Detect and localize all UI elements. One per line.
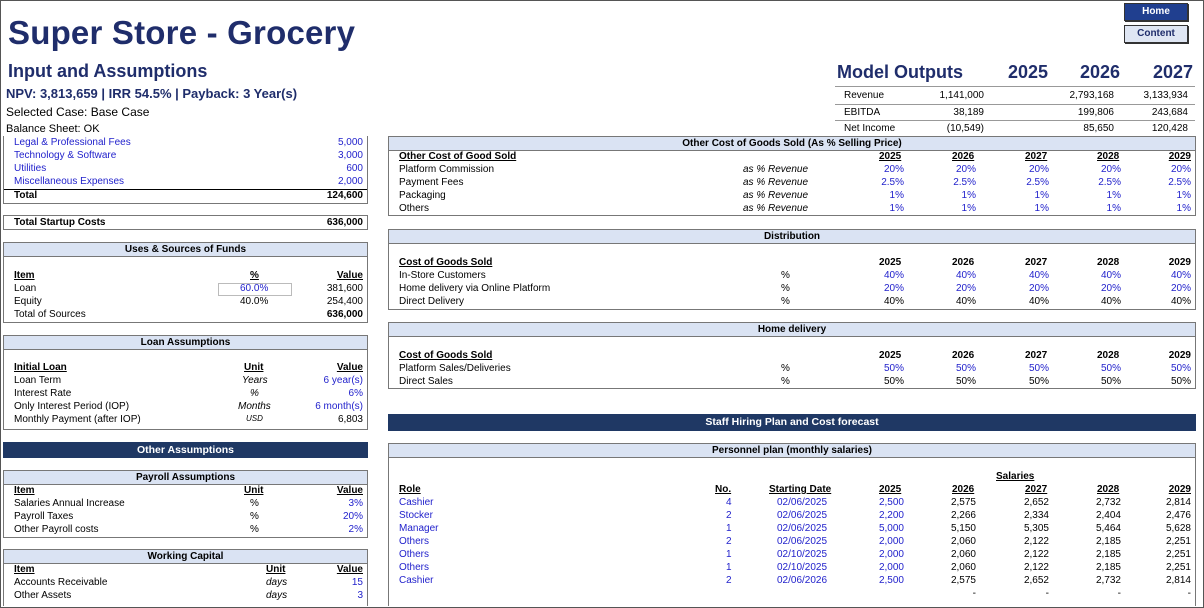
cell-value: Item <box>14 270 35 281</box>
cell-value: Total Startup Costs <box>14 217 106 228</box>
cell-value[interactable]: 1% <box>961 190 976 201</box>
cell-value[interactable]: 1% <box>1176 190 1191 201</box>
cell-value[interactable]: Cashier <box>399 575 434 586</box>
cell-value: No. <box>715 484 732 495</box>
page-title: Super Store - Grocery <box>8 14 356 51</box>
cell-value: 2028 <box>1097 151 1120 162</box>
cell-value: 40% <box>955 296 976 307</box>
cell-value: 2,404 <box>1095 510 1121 521</box>
cell-value: Home delivery via Online Platform <box>399 283 551 294</box>
section-header: Working Capital <box>4 550 367 564</box>
cell-value: Direct Delivery <box>399 296 465 307</box>
table-row <box>4 401 367 414</box>
page-subtitle: Input and Assumptions <box>8 61 208 81</box>
total-startup-costs-row <box>3 215 368 230</box>
npv-summary: NPV: 3,813,659 | IRR 54.5% | Payback: 3 Year(s) <box>6 86 298 101</box>
cell-value[interactable]: 1% <box>1176 203 1191 214</box>
cell-value: 2028 <box>1097 350 1120 361</box>
table-row <box>4 296 367 309</box>
cell-value: 2,251 <box>1165 549 1191 560</box>
cell-value[interactable]: 50% <box>1028 363 1049 374</box>
cell-value[interactable]: 20% <box>1100 283 1121 294</box>
payroll-assumptions-table <box>3 470 368 538</box>
cell-value: Value <box>336 270 363 281</box>
cell-value[interactable]: 1% <box>1034 190 1049 201</box>
table-row <box>389 363 1195 376</box>
cell-value[interactable]: 1% <box>1106 203 1121 214</box>
cell-value[interactable]: 3,000 <box>337 150 363 161</box>
table-row <box>4 283 367 296</box>
cell-value[interactable]: 2 <box>726 536 732 547</box>
cell-value: 381,600 <box>326 283 363 294</box>
cell-value[interactable]: Others <box>399 562 430 573</box>
cell-value: Total of Sources <box>14 309 86 320</box>
table-row <box>389 283 1195 296</box>
cell-value[interactable]: 2,500 <box>878 497 904 508</box>
table-row <box>389 588 1195 601</box>
cell-value: 38,189 <box>953 107 984 118</box>
cell-value: (10,549) <box>946 123 984 134</box>
cell-value[interactable]: 1% <box>1034 203 1049 214</box>
cell-value[interactable]: 20% <box>1170 164 1191 175</box>
cell-value: Loan <box>14 283 37 294</box>
cell-value: 40% <box>883 296 904 307</box>
cell-value: 124,600 <box>326 190 363 201</box>
cell-value: Other Payroll costs <box>14 524 99 535</box>
cell-value: 2,185 <box>1095 562 1121 573</box>
cell-value: 2029 <box>1168 151 1191 162</box>
cell-value[interactable]: 02/06/2025 <box>777 510 828 521</box>
cell-value[interactable]: 2,000 <box>878 536 904 547</box>
other-cogs-table <box>388 136 1196 216</box>
cell-value[interactable]: 20% <box>1028 283 1049 294</box>
cell-value: 2,476 <box>1165 510 1191 521</box>
cell-value: 2,575 <box>950 497 976 508</box>
cell-value: 2026 <box>952 151 975 162</box>
model-outputs-year: 2027 <box>1152 62 1193 82</box>
cell-value[interactable]: 2.5% <box>1168 177 1191 188</box>
table-row <box>4 388 367 401</box>
cell-value[interactable]: 2.5% <box>1098 177 1121 188</box>
table-row <box>4 524 367 537</box>
startup-costs-table <box>3 136 368 204</box>
cell-value[interactable]: 2.5% <box>881 177 904 188</box>
table-row <box>389 575 1195 588</box>
cell-value: Packaging <box>399 190 446 201</box>
cell-value: 2,060 <box>950 549 976 560</box>
cell-value: 2,266 <box>950 510 976 521</box>
divider <box>835 86 1195 87</box>
cell-value: Starting Date <box>769 484 832 495</box>
table-header-row <box>4 564 367 577</box>
cell-value[interactable]: 40% <box>955 270 976 281</box>
cell-value[interactable]: Others <box>399 536 430 547</box>
cell-value: Years <box>242 375 268 386</box>
personnel-plan-table <box>388 443 1196 606</box>
cell-value: 199,806 <box>1077 107 1114 118</box>
cell-value: USD <box>246 414 263 423</box>
cell-value: Salaries <box>996 471 1035 482</box>
table-row <box>4 498 367 511</box>
cell-value[interactable]: 2,000 <box>337 176 363 187</box>
cell-value[interactable]: 6% <box>348 388 363 399</box>
table-row <box>389 510 1195 523</box>
cell-value[interactable]: 15 <box>351 577 363 588</box>
cell-value[interactable]: 2 <box>726 575 732 586</box>
staff-hiring-banner: Staff Hiring Plan and Cost forecast <box>388 414 1196 431</box>
cell-value: days <box>266 577 288 588</box>
cell-value: 2028 <box>1097 257 1120 268</box>
cell-value: Months <box>238 401 271 412</box>
cell-value: Interest Rate <box>14 388 72 399</box>
cell-value[interactable]: 1% <box>1106 190 1121 201</box>
table-row <box>4 414 367 427</box>
cell-value: 3,133,934 <box>1143 90 1188 101</box>
table-header-row <box>389 350 1195 363</box>
cell-value[interactable]: 20% <box>883 164 904 175</box>
cell-value: Cost of Goods Sold <box>399 257 493 268</box>
cell-value: - <box>1045 588 1049 599</box>
cell-value: 5,464 <box>1095 523 1121 534</box>
cell-value[interactable]: 5,000 <box>878 523 904 534</box>
cell-value[interactable]: 2% <box>348 524 363 535</box>
table-header-row <box>389 484 1195 497</box>
cell-value: 2,185 <box>1095 536 1121 547</box>
table-row <box>389 549 1195 562</box>
cell-value[interactable]: 1% <box>961 203 976 214</box>
cell-value: 5,628 <box>1165 523 1191 534</box>
cell-value[interactable]: 1% <box>889 190 904 201</box>
cell-value: Salaries Annual Increase <box>14 498 125 509</box>
other-assumptions-banner: Other Assumptions <box>3 442 368 458</box>
cell-value: Revenue <box>844 90 885 101</box>
cell-value[interactable]: 02/10/2025 <box>777 549 828 560</box>
cell-value: Others <box>399 203 430 214</box>
section-header: Uses & Sources of Funds <box>4 243 367 257</box>
cell-value[interactable]: 2,000 <box>878 562 904 573</box>
cell-value[interactable]: 50% <box>1100 363 1121 374</box>
working-capital-table <box>3 549 368 606</box>
cell-value[interactable]: 50% <box>883 363 904 374</box>
model-outputs-year: 2025 <box>1007 62 1048 82</box>
table-row <box>389 164 1195 177</box>
cell-value: Unit <box>244 485 264 496</box>
divider <box>835 120 1195 121</box>
cell-value[interactable]: 02/10/2025 <box>777 562 828 573</box>
cell-value[interactable]: 50% <box>955 363 976 374</box>
cell-value: Payment Fees <box>399 177 464 188</box>
cell-value: 2025 <box>879 151 902 162</box>
cell-value: 2,122 <box>1023 549 1049 560</box>
cell-value[interactable]: 4 <box>726 497 732 508</box>
cell-value: Unit <box>244 362 264 373</box>
cell-value[interactable]: 2.5% <box>953 177 976 188</box>
cell-value: 2027 <box>1025 350 1048 361</box>
cell-value[interactable]: Others <box>399 549 430 560</box>
cell-value: 2029 <box>1168 257 1191 268</box>
cell-value[interactable]: 1 <box>726 523 732 534</box>
cell-value[interactable]: 40% <box>1028 270 1049 281</box>
cell-value[interactable]: 2,200 <box>878 510 904 521</box>
cell-value: Legal & Professional Fees <box>14 137 131 148</box>
cell-value: Technology & Software <box>14 150 117 161</box>
cell-value[interactable]: 20% <box>1170 283 1191 294</box>
cell-value[interactable]: 50% <box>1170 363 1191 374</box>
cell-value: Cost of Goods Sold <box>399 350 493 361</box>
salaries-header <box>389 471 1195 484</box>
cell-value[interactable]: Stocker <box>399 510 433 521</box>
cell-value[interactable]: 02/06/2026 <box>777 575 828 586</box>
cell-value: as % Revenue <box>743 164 809 175</box>
cell-value: Only Interest Period (IOP) <box>14 401 130 412</box>
cell-value: 254,400 <box>326 296 363 307</box>
model-outputs-year: 2026 <box>1079 62 1120 82</box>
cell-value: Item <box>14 564 35 575</box>
cell-value: 2027 <box>1025 151 1048 162</box>
cell-value: 2,732 <box>1095 575 1121 586</box>
distribution-table <box>388 229 1196 310</box>
cell-value: 2029 <box>1168 484 1191 495</box>
section-header: Payroll Assumptions <box>4 471 367 485</box>
cell-value: 2,251 <box>1165 536 1191 547</box>
cell-value: 50% <box>1028 376 1049 387</box>
cell-value[interactable]: 02/06/2025 <box>777 497 828 508</box>
cell-value: % <box>781 283 790 294</box>
cell-value: as % Revenue <box>743 203 809 214</box>
content-button[interactable]: Content <box>1124 25 1188 43</box>
divider <box>835 104 1195 105</box>
cell-value: 40.0% <box>240 296 269 307</box>
cell-value: 2,732 <box>1095 497 1121 508</box>
table-row <box>4 176 367 189</box>
section-header: Home delivery <box>389 323 1195 337</box>
cell-value: In-Store Customers <box>399 270 486 281</box>
cell-value: 2,122 <box>1023 536 1049 547</box>
cell-value: 2,185 <box>1095 549 1121 560</box>
cell-value: % <box>250 524 259 535</box>
cell-value[interactable]: 1 <box>726 562 732 573</box>
selected-case: Selected Case: Base Case <box>6 105 150 119</box>
loan-assumptions-table <box>3 335 368 430</box>
cell-value: 2,251 <box>1165 562 1191 573</box>
cell-value: 2,060 <box>950 562 976 573</box>
cell-value: 2029 <box>1168 350 1191 361</box>
table-row <box>389 270 1195 283</box>
cell-value: % <box>250 270 259 281</box>
cell-value: 2,814 <box>1165 575 1191 586</box>
cell-value: % <box>781 270 790 281</box>
cell-value: - <box>972 588 976 599</box>
total-row <box>4 190 367 203</box>
cell-value[interactable]: 20% <box>342 511 363 522</box>
table-row <box>389 536 1195 549</box>
cell-value[interactable]: 2 <box>726 510 732 521</box>
cell-value: - <box>1117 588 1121 599</box>
table-row <box>389 562 1195 575</box>
model-outputs-title: Model Outputs <box>837 62 963 82</box>
cell-value: 2,652 <box>1023 575 1049 586</box>
section-header: Loan Assumptions <box>4 336 367 350</box>
cell-value: 2027 <box>1025 484 1048 495</box>
cell-value[interactable]: 3% <box>348 498 363 509</box>
cell-value: Accounts Receivable <box>14 577 108 588</box>
table-header-row <box>4 362 367 375</box>
cell-value: Payroll Taxes <box>14 511 74 522</box>
cell-value: 243,684 <box>1151 107 1188 118</box>
cell-value: 2025 <box>879 484 902 495</box>
cell-value: Role <box>399 484 421 495</box>
table-row <box>389 296 1195 309</box>
cell-value[interactable]: 600 <box>346 163 363 174</box>
cell-value[interactable]: 20% <box>1100 164 1121 175</box>
cell-value: 85,650 <box>1083 123 1114 134</box>
cell-value: Miscellaneous Expenses <box>14 176 125 187</box>
cell-value: Loan Term <box>14 375 62 386</box>
cell-value: 2027 <box>1025 257 1048 268</box>
table-row <box>4 511 367 524</box>
cell-value: EBITDA <box>844 107 881 118</box>
uses-sources-table <box>3 242 368 323</box>
cell-value: 2,122 <box>1023 562 1049 573</box>
table-row <box>4 137 367 150</box>
cell-value[interactable]: 20% <box>955 283 976 294</box>
cell-value: Direct Sales <box>399 376 453 387</box>
table-row <box>389 497 1195 510</box>
cell-value: 50% <box>1170 376 1191 387</box>
cell-value[interactable]: 3 <box>357 590 363 601</box>
cell-value[interactable]: Cashier <box>399 497 434 508</box>
cell-value: Value <box>336 362 363 373</box>
cell-value: Platform Sales/Deliveries <box>399 363 511 374</box>
cell-value: 5,150 <box>950 523 976 534</box>
cell-value: 2,575 <box>950 575 976 586</box>
cell-value: 2,793,168 <box>1069 90 1114 101</box>
home-delivery-table <box>388 322 1196 389</box>
total-row <box>4 309 367 322</box>
cell-value: 2025 <box>879 257 902 268</box>
cell-value: 2026 <box>952 350 975 361</box>
cell-value: Other Cost of Good Sold <box>399 151 517 162</box>
cell-value: Initial Loan <box>14 362 67 373</box>
cell-value: Net Income <box>844 123 896 134</box>
cell-value[interactable]: 6 year(s) <box>323 375 363 386</box>
cell-value[interactable]: Manager <box>399 523 439 534</box>
cell-value: 2,814 <box>1165 497 1191 508</box>
section-header: Personnel plan (monthly salaries) <box>389 444 1195 458</box>
cell-value: Equity <box>14 296 42 307</box>
cell-value[interactable]: 02/06/2025 <box>777 536 828 547</box>
cell-value: as % Revenue <box>743 190 809 201</box>
cell-value: 5,305 <box>1023 523 1049 534</box>
cell-value: 40% <box>1170 296 1191 307</box>
cell-value: % <box>250 511 259 522</box>
cell-value[interactable]: 1% <box>889 203 904 214</box>
cell-value: Total <box>14 190 38 201</box>
cell-value: % <box>781 363 790 374</box>
cell-value: 120,428 <box>1151 123 1188 134</box>
cell-value: 2028 <box>1097 484 1120 495</box>
table-row <box>4 590 367 603</box>
cell-value: 2,652 <box>1023 497 1049 508</box>
cell-value[interactable]: 20% <box>883 283 904 294</box>
cell-value: - <box>1187 588 1191 599</box>
cell-value[interactable]: 6 month(s) <box>315 401 363 412</box>
cell-value[interactable]: 2,500 <box>878 575 904 586</box>
table-row <box>4 577 367 590</box>
cell-value[interactable]: 20% <box>955 164 976 175</box>
cell-value: 2025 <box>879 350 902 361</box>
cell-value[interactable]: 2.5% <box>1026 177 1049 188</box>
cell-value: % <box>781 376 790 387</box>
balance-sheet-status: Balance Sheet: OK <box>6 123 100 135</box>
cell-value: Value <box>336 485 363 496</box>
table-header-row <box>4 485 367 498</box>
table-header-row <box>389 257 1195 270</box>
cell-value: 2,334 <box>1023 510 1049 521</box>
cell-value: 40% <box>1028 296 1049 307</box>
cell-value: % <box>781 296 790 307</box>
cell-value: Monthly Payment (after IOP) <box>14 414 141 425</box>
table-row <box>389 177 1195 190</box>
section-header: Distribution <box>389 230 1195 244</box>
table-row <box>389 203 1195 216</box>
cell-value: % <box>250 498 259 509</box>
table-row <box>389 523 1195 536</box>
cell-value[interactable]: 60.0% <box>240 283 269 294</box>
cell-value: Platform Commission <box>399 164 495 175</box>
cell-value: Value <box>336 564 363 575</box>
cell-value: 636,000 <box>326 217 363 228</box>
cell-value: Item <box>14 485 35 496</box>
cell-value: Unit <box>266 564 286 575</box>
cell-value: Utilities <box>14 163 47 174</box>
home-button[interactable]: Home <box>1124 3 1188 21</box>
cell-value: 50% <box>1100 376 1121 387</box>
cell-value: 636,000 <box>326 309 363 320</box>
cell-value[interactable]: 02/06/2025 <box>777 523 828 534</box>
cell-value[interactable]: 20% <box>1028 164 1049 175</box>
cell-value: 1,141,000 <box>939 90 984 101</box>
table-row <box>4 163 367 176</box>
table-header-row <box>4 270 367 283</box>
table-row <box>4 150 367 163</box>
cell-value: 40% <box>1100 296 1121 307</box>
cell-value[interactable]: 1 <box>726 549 732 560</box>
table-row <box>389 376 1195 389</box>
cell-value: days <box>266 590 288 601</box>
cell-value[interactable]: 5,000 <box>337 137 363 148</box>
cell-value: % <box>250 388 259 399</box>
cell-value: 2026 <box>952 484 975 495</box>
section-header: Other Cost of Goods Sold (As % Selling Price) <box>389 137 1195 151</box>
cell-value[interactable]: 40% <box>1100 270 1121 281</box>
cell-value[interactable]: 40% <box>883 270 904 281</box>
cell-value[interactable]: 2,000 <box>878 549 904 560</box>
cell-value: Other Assets <box>14 590 72 601</box>
table-header-row <box>389 151 1195 164</box>
cell-value[interactable]: 40% <box>1170 270 1191 281</box>
cell-value: 6,803 <box>337 414 363 425</box>
cell-value: as % Revenue <box>743 177 809 188</box>
cell-value: 2026 <box>952 257 975 268</box>
table-row <box>4 375 367 388</box>
cell-value: 50% <box>955 376 976 387</box>
table-row <box>389 190 1195 203</box>
cell-value: 50% <box>883 376 904 387</box>
cell-value: 2,060 <box>950 536 976 547</box>
